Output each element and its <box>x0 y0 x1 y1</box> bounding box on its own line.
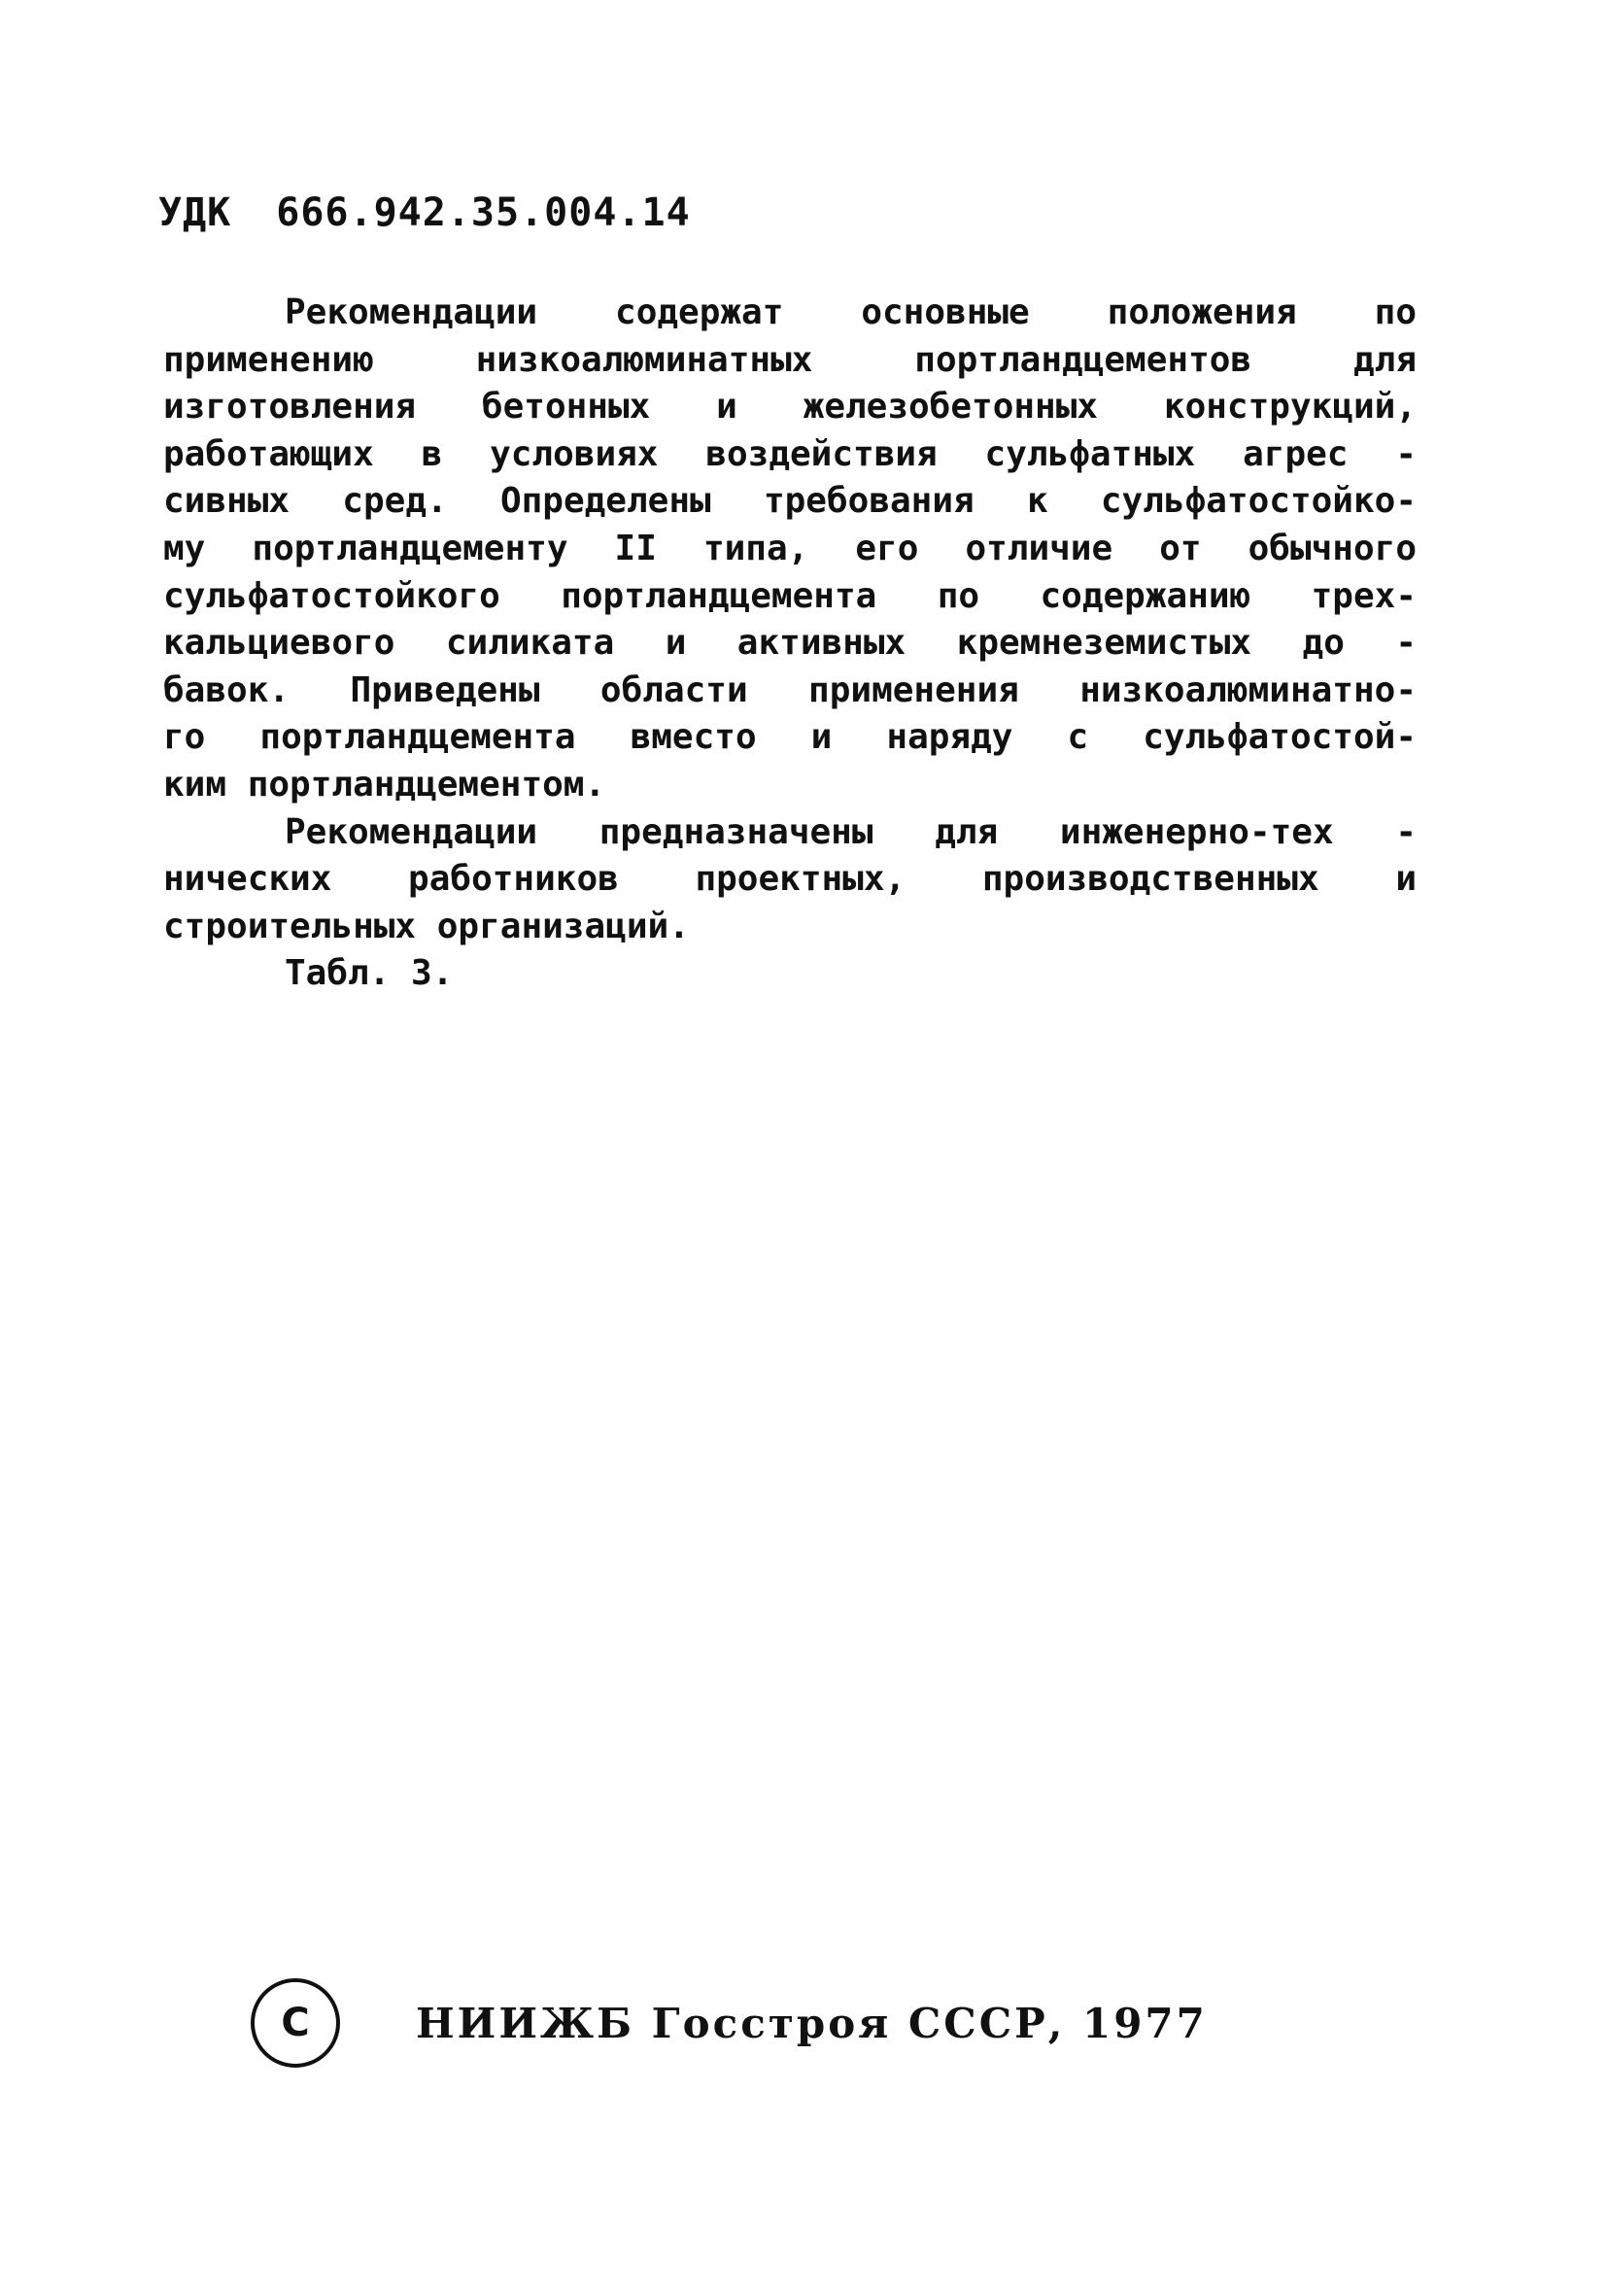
abstract-line: применению низкоалюминатных портландцементов для <box>163 339 1417 380</box>
udk-code: 666.942.35.004.14 <box>276 190 691 235</box>
abstract <box>163 290 1417 998</box>
abstract-line: работающих в условиях воздействия сульфатных агрес - <box>163 433 1417 474</box>
abstract-line: Рекомендации содержат основные положения по <box>285 292 1417 332</box>
copyright-icon: С <box>251 1978 340 2068</box>
abstract-line: му портландцементу II типа, его отличие от обычного <box>163 528 1417 568</box>
abstract-line: ким портландцементом. <box>163 764 606 805</box>
audience-line: нических работников проектных, производственных и <box>163 859 1417 900</box>
abstract-line: сивных сред. Определены требования к сульфатостойко- <box>163 481 1417 522</box>
udk-classification <box>158 190 691 235</box>
abstract-line: кальциевого силиката и активных кремнеземистых до - <box>163 623 1417 664</box>
tables-note: Табл. 3. <box>285 953 454 994</box>
udk-label: УДК <box>158 190 232 235</box>
abstract-line: сульфатостойкого портландцемента по содержанию трех- <box>163 575 1417 616</box>
audience-line: строительных организаций. <box>163 906 690 946</box>
abstract-line: го портландцемента вместо и наряду с сульфатостой- <box>163 717 1417 758</box>
abstract-line: изготовления бетонных и железобетонных конструкций, <box>163 387 1417 428</box>
abstract-line: бавок. Приведены области применения низкоалюминатно- <box>163 669 1417 710</box>
audience-line: Рекомендации предназначены для инженерно-тех - <box>285 811 1417 852</box>
copyright-text: НИИЖБ Госстроя СССР, 1977 <box>416 1999 1208 2047</box>
copyright-notice <box>251 1978 1208 2068</box>
